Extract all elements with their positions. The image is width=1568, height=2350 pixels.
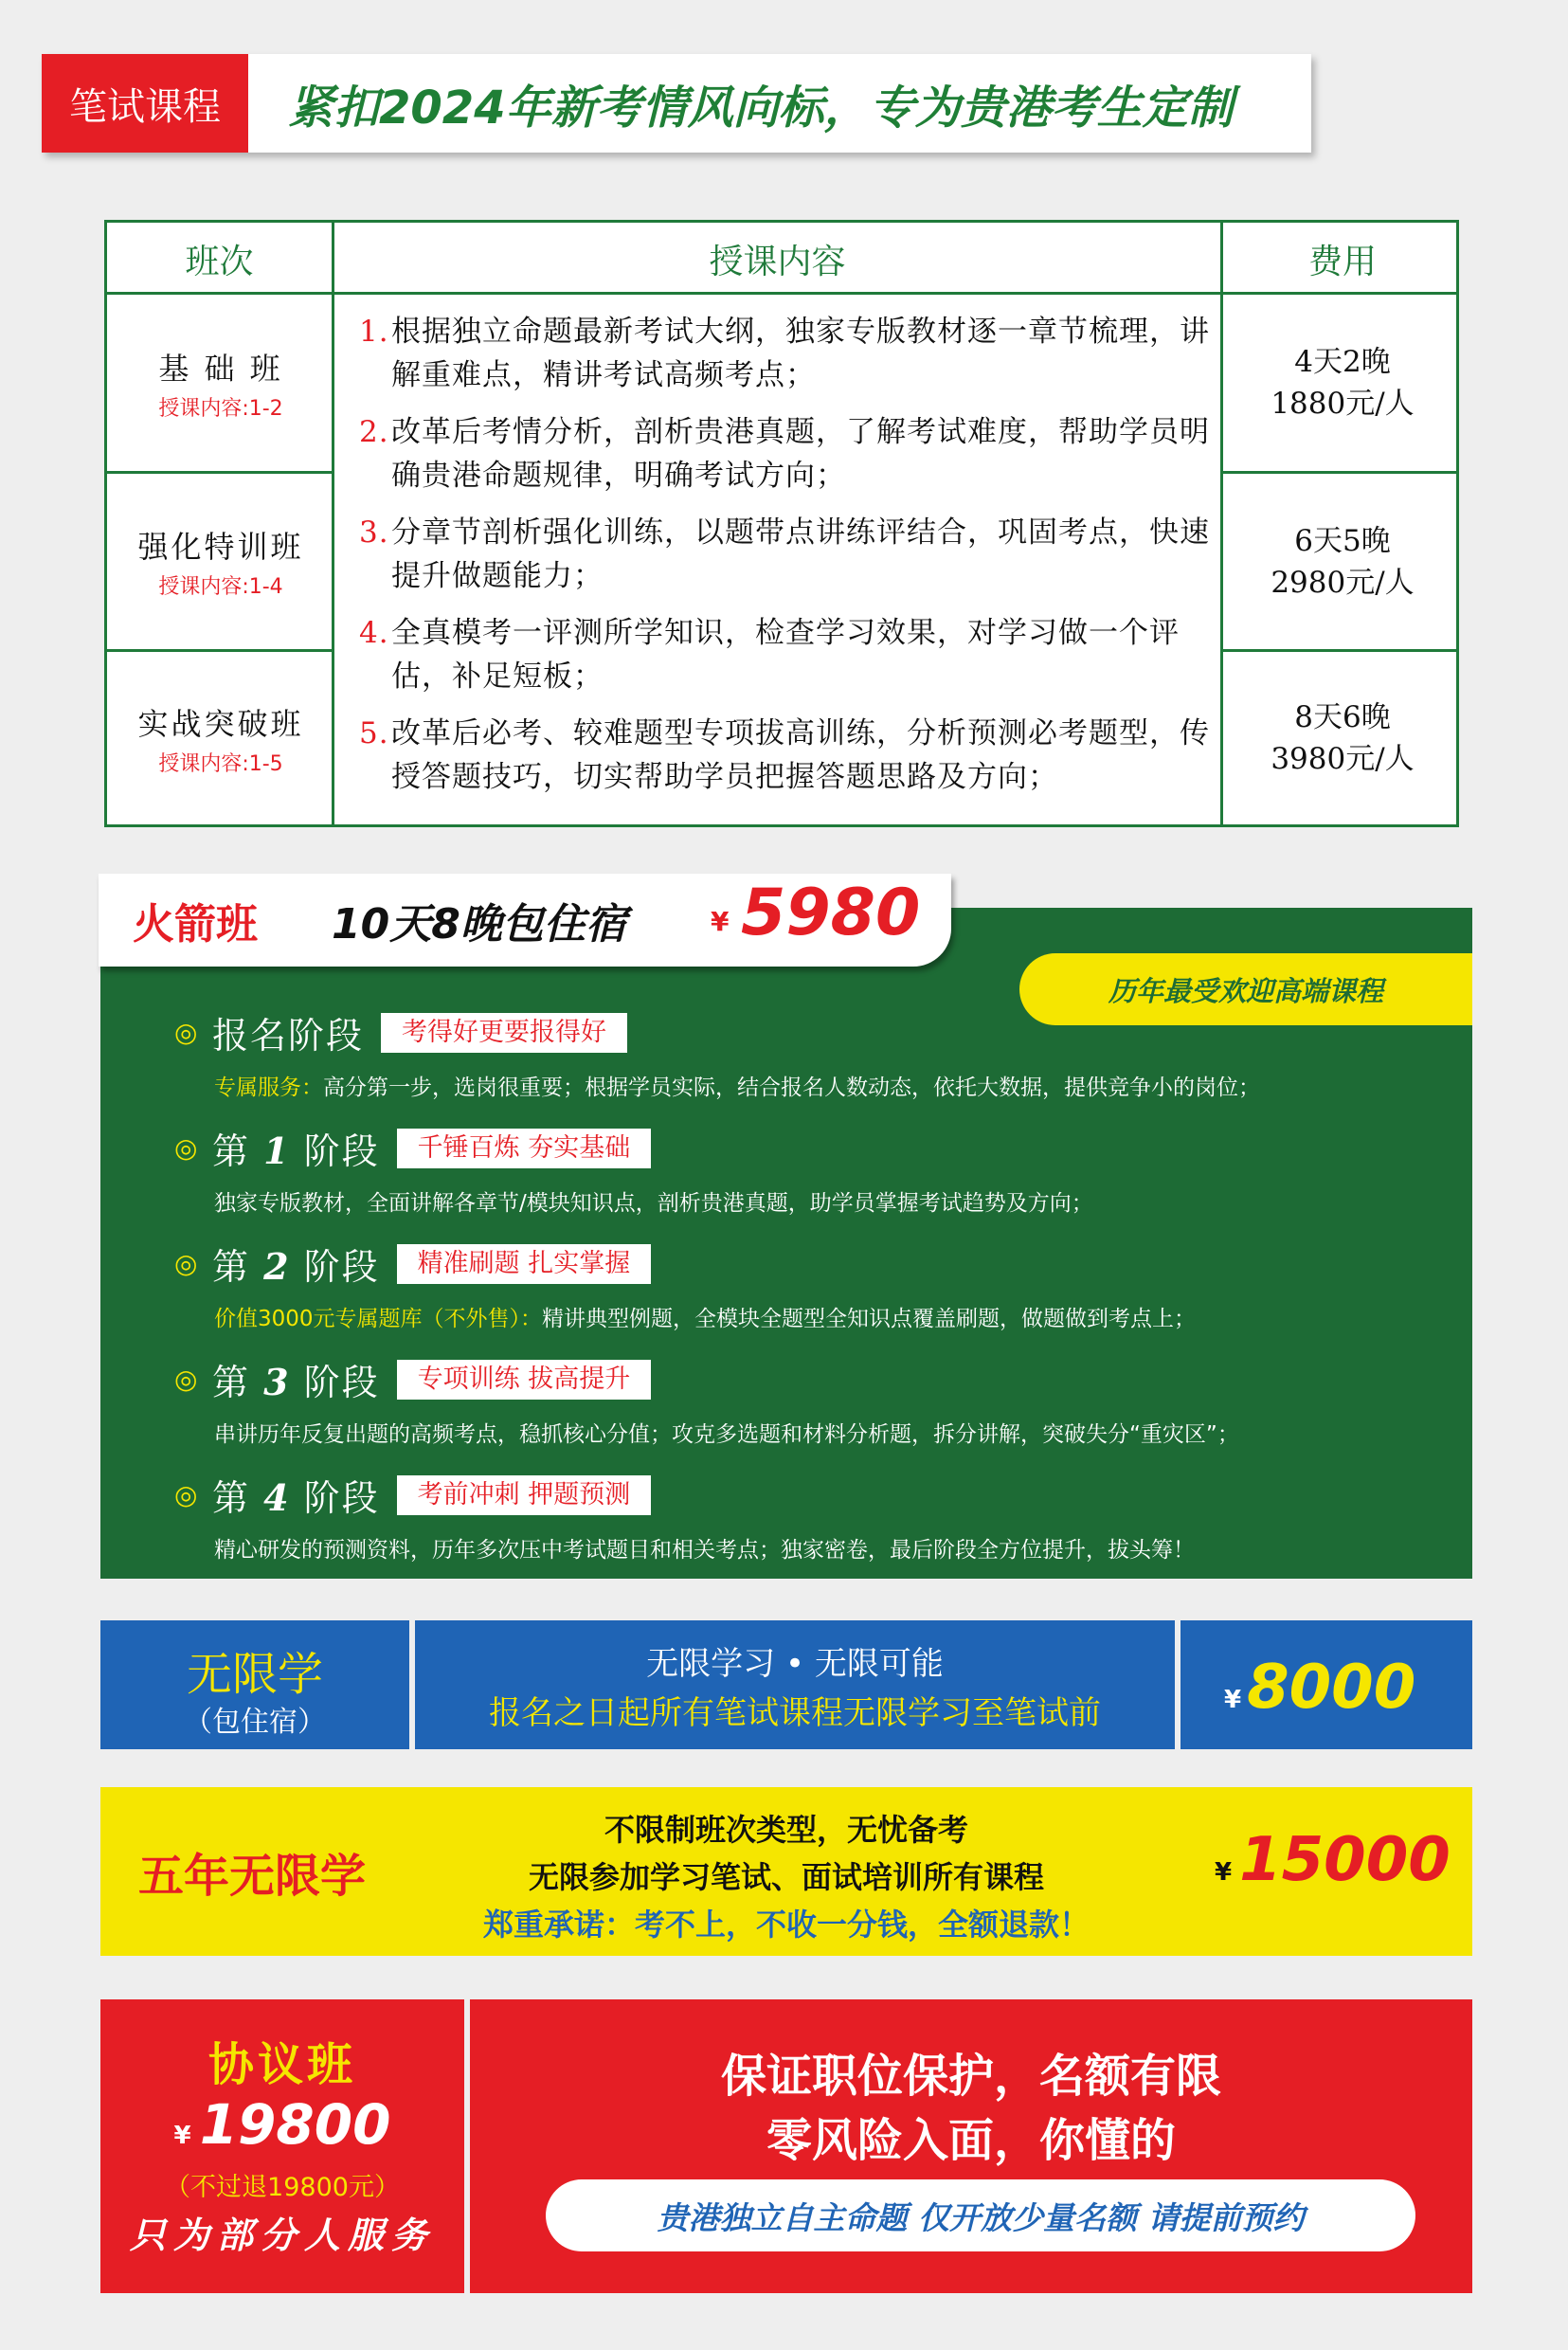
yen-symbol: ¥: [1215, 1858, 1233, 1887]
item-text: 全真模考一评测所学知识，检查学习效果，对学习做一个评估，补足短板；: [391, 616, 1180, 694]
unlimited-price-box: [1181, 1620, 1472, 1749]
stage-tag: 千锤百炼 夯实基础: [397, 1129, 652, 1168]
class-name: 强化特训班: [137, 529, 304, 565]
bullet-icon: ◎: [174, 1364, 198, 1395]
stage-desc: 专属服务：高分第一步，选岗很重要；根据学员实际，结合报名人数动态，依托大数据，提供竞争小的岗位；: [214, 1076, 1260, 1100]
five-year-promise: 郑重承诺：考不上，不收一分钱，全额退款！: [482, 1907, 1090, 1943]
stage-3: [174, 1353, 1239, 1448]
agreement-desc-box: [470, 1999, 1472, 2293]
stage-title: 报名阶段: [212, 1015, 365, 1057]
five-year-panel: [100, 1787, 1472, 1956]
class-intensive: [107, 474, 334, 649]
unlimited-price: 8000: [1247, 1653, 1416, 1723]
rocket-name: 火箭班: [133, 900, 258, 949]
item-text: 改革后必考、较难题型专项拔高训练，分析预测必考题型，传授答题技巧，切实帮助学员把握答题思路及方向；: [391, 716, 1210, 794]
agreement-title2: 零风险入面，你懂的: [766, 2114, 1176, 2167]
stage-tag: 考前冲刺 押题预测: [397, 1475, 652, 1515]
stage-title: 第 1 阶段: [212, 1130, 380, 1172]
yen-symbol: ¥: [173, 2122, 191, 2150]
item-text: 改革后考情分析，剖析贵港真题，了解考试难度，帮助学员明确贵港命题规律，明确考试方向；: [391, 415, 1210, 493]
unlimited-line2: 报名之日起所有笔试课程无限学习至笔试前: [489, 1694, 1101, 1732]
class-breakthrough: [107, 652, 334, 824]
header-class: 班次: [185, 242, 254, 281]
stage-tag: 考得好更要报得好: [381, 1013, 627, 1053]
unlimited-price-group: [1224, 1653, 1415, 1723]
stage-tag: 专项训练 拔高提升: [397, 1360, 652, 1400]
item-text: 分章节剖析强化训练，以题带点讲练评结合，巩固考点，快速提升做题能力；: [391, 515, 1210, 593]
item-number: 2.: [359, 415, 389, 449]
unlimited-desc-box: [415, 1620, 1175, 1749]
bullet-icon: ◎: [174, 1132, 198, 1164]
fee-price: 2980元/人: [1271, 565, 1415, 600]
five-year-price: 15000: [1239, 1825, 1451, 1895]
agreement-note: （不过退19800元）: [165, 2173, 400, 2202]
stage-desc: 串讲历年反复出题的高频考点，稳抓核心分值；攻克多选题和材料分析题，拆分讲解，突破失分“重灾区”；: [214, 1422, 1239, 1447]
stage-register: [174, 1006, 1260, 1101]
five-year-line1: 不限制班次类型，无忧备考: [604, 1812, 968, 1848]
fee-basic: [1223, 295, 1462, 471]
five-year-line2: 无限参加学习笔试、面试培训所有课程: [528, 1859, 1044, 1895]
five-year-name: 五年无限学: [138, 1849, 367, 1903]
class-sub: 授课内容:1-2: [158, 396, 283, 421]
stage-desc: 价值3000元专属题库（不外售）：精讲典型例题，全模块全题型全知识点覆盖刷题，做题做到考点上；: [214, 1307, 1197, 1331]
agreement-pill: 贵港独立自主命题 仅开放少量名额 请提前预约: [546, 2179, 1415, 2251]
rocket-tab: [99, 874, 951, 967]
stage-4: [174, 1469, 1195, 1564]
course-content-list: [359, 310, 1212, 812]
header-title: 紧扣2024年新考情风向标，专为贵港考生定制: [288, 81, 1234, 135]
agreement-name: 协议班: [207, 2038, 356, 2091]
header-banner: [42, 54, 1311, 153]
bullet-icon: ◎: [174, 1017, 198, 1048]
fee-duration: 8天6晚: [1294, 700, 1391, 734]
header-tag: 笔试课程: [42, 54, 248, 153]
agreement-serve: 只为部分人服务: [129, 2214, 435, 2256]
stage-title: 第 2 阶段: [212, 1245, 380, 1288]
unlimited-sub: （包住宿）: [184, 1706, 326, 1739]
content-item: [359, 310, 1212, 397]
class-sub: 授课内容:1-5: [158, 751, 283, 776]
class-basic: [107, 295, 334, 471]
unlimited-name: 无限学: [186, 1648, 323, 1701]
stage-2: [174, 1238, 1196, 1332]
class-name: 基 础 班: [158, 350, 283, 387]
course-table: [104, 220, 1459, 827]
item-number: 1.: [359, 315, 389, 349]
fee-duration: 6天5晚: [1294, 523, 1391, 558]
agreement-name-box: [100, 1999, 464, 2293]
agreement-title1: 保证职位保护，名额有限: [720, 2050, 1221, 2103]
stage-tag: 精准刷题 扎实掌握: [397, 1244, 652, 1284]
five-year-price-group: [1215, 1825, 1451, 1895]
yen-symbol: ¥: [1224, 1686, 1242, 1714]
item-number: 3.: [359, 515, 389, 550]
bullet-icon: ◎: [174, 1479, 198, 1510]
yen-symbol: ¥: [711, 906, 730, 937]
content-item: [359, 712, 1212, 799]
header-content: 授课内容: [709, 242, 846, 281]
stage-1: [174, 1122, 1093, 1217]
stage-title: 第 4 阶段: [212, 1476, 380, 1519]
fee-duration: 4天2晚: [1294, 345, 1391, 379]
agreement-price-group: [100, 2092, 464, 2157]
popular-badge: 历年最受欢迎高端课程: [1019, 953, 1472, 1025]
content-item: [359, 611, 1212, 698]
stage-title: 第 3 阶段: [212, 1361, 380, 1403]
content-item: [359, 410, 1212, 497]
bullet-icon: ◎: [174, 1248, 198, 1279]
header-fee: 费用: [1307, 242, 1377, 281]
stage-desc: 独家专版教材，全面讲解各章节/模块知识点，剖析贵港真题，助学员掌握考试趋势及方向；: [214, 1191, 1093, 1216]
unlimited-line1: 无限学习 • 无限可能: [646, 1645, 944, 1683]
fee-breakthrough: [1223, 652, 1462, 824]
fee-intensive: [1223, 474, 1462, 649]
rocket-price: 5980: [741, 876, 921, 950]
class-sub: 授课内容:1-4: [158, 575, 283, 599]
agreement-price: 19800: [199, 2092, 391, 2157]
rocket-desc: 10天8晚包住宿: [332, 900, 627, 949]
item-number: 4.: [359, 616, 389, 650]
fee-price: 3980元/人: [1271, 742, 1415, 776]
class-name: 实战突破班: [137, 705, 304, 742]
item-number: 5.: [359, 716, 389, 750]
stage-desc: 精心研发的预测资料，历年多次压中考试题目和相关考点；独家密卷，最后阶段全方位提升，拔头筹！: [214, 1538, 1195, 1563]
fee-price: 1880元/人: [1271, 387, 1415, 421]
unlimited-name-box: [100, 1620, 409, 1749]
content-item: [359, 511, 1212, 598]
item-text: 根据独立命题最新考试大纲，独家专版教材逐一章节梳理，讲解重难点，精讲考试高频考点；: [391, 315, 1210, 392]
